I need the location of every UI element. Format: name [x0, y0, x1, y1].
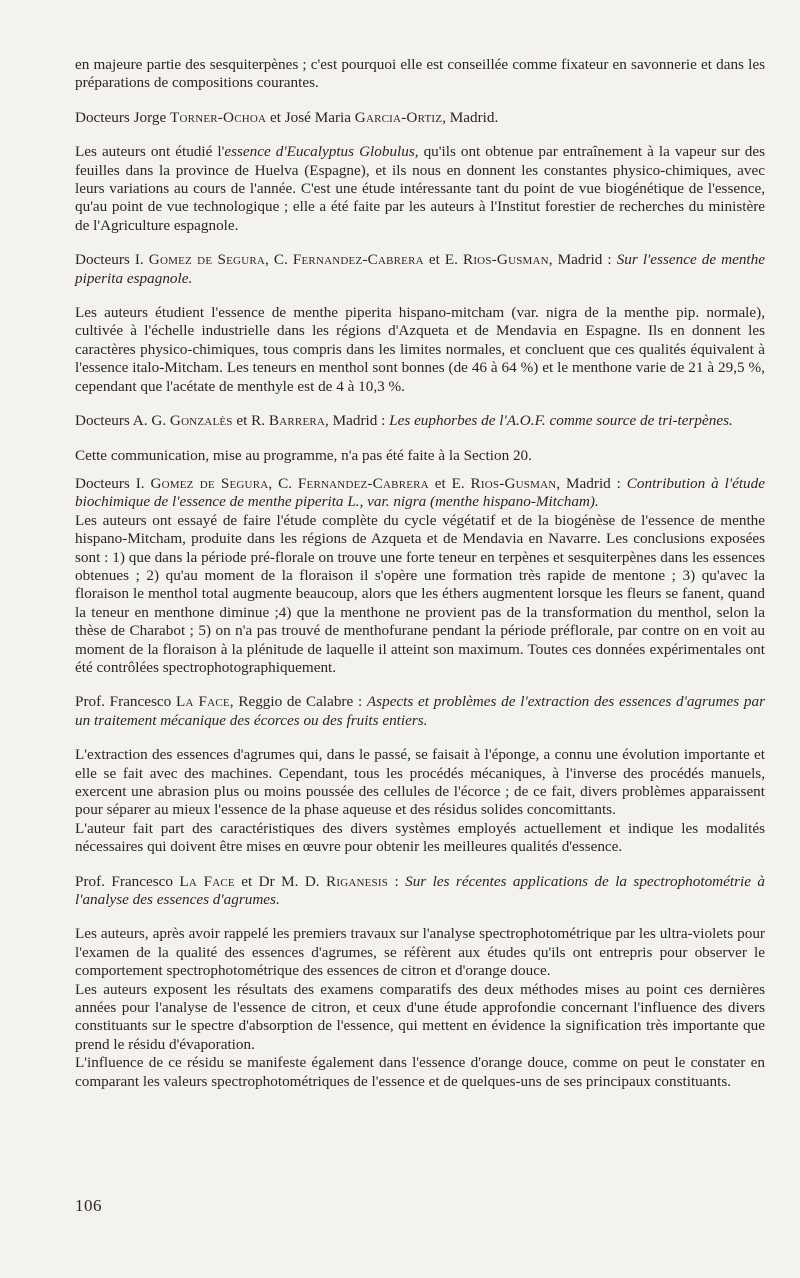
italic-text: essence d'Eucalyptus Globulus, — [224, 143, 419, 161]
heading-text: , Madrid : — [325, 412, 390, 430]
paragraph — [75, 143, 765, 235]
author-name: Fernandez-Cabrera — [292, 251, 424, 269]
author-name: Barrera — [268, 412, 326, 430]
author-name: La Face — [175, 693, 230, 711]
author-name: Rios-Gusman — [470, 474, 557, 492]
author-name: Gomez de Segura — [150, 474, 269, 492]
paragraph: Les auteurs étudient l'essence de menthe piperita hispano-mitcham (var. nigra de la menthe pip. normale), cultivée à l'échelle industrielle dans les régions d'Azqueta et de Mendavia en Espagne. Ils en donnent les caractères physico-chimiques, tous compris dans les limites normales, et concluent que ces qualités équivalent à l'essence italo-Mitcham. Les teneurs en menthol sont bonnes (de 46 à 64 %) et le menthone varie de 21 à 29,5 %, cependant que l'acétate de menthyle est de 4 à 10,3 %. — [75, 304, 765, 395]
heading-text: Docteurs I. — [75, 251, 149, 269]
heading-text: , Reggio de Calabre : — [229, 693, 367, 711]
heading-text: et R. — [232, 412, 269, 430]
paragraph: L'auteur fait part des caractéristiques des divers systèmes employés actuellement et indique les modalités nécessaires qui doivent être mises en œuvre pour obtenir les meilleures qualités d'essence. — [75, 819, 765, 856]
paragraph-text: qu'ils ont obtenue par entraînement à la vapeur sur des feuilles dans la province de Huelva (Espagne), et ils nous en donnent les constantes physico-chimiques, avec leurs variations au cours de l'année. C'est une étude intéressante tant du point de vue biogénétique de l'essence, qu'au point de vue technologique ; elle a été faite par les auteurs à l'Institut forestier de recherches du ministère de l'Agriculture espagnole. — [75, 143, 765, 234]
paragraph: Les auteurs exposent les résultats des examens comparatifs des deux méthodes mises au point ces dernières années pour l'analyse de l'essence de citron, et ceux d'une étude approfondie concernant l'influence des divers constituants sur le spectre d'absorption de l'essence, qui mettent en évidence la signification très importante que prend le résidu d'évaporation. — [75, 980, 765, 1053]
paragraph: en majeure partie des sesquiterpènes ; c'est pourquoi elle est conseillée comme fixateur en savonnerie et dans les préparations de compositions courantes. — [75, 56, 765, 92]
heading-text: Prof. Francesco — [75, 693, 176, 711]
communication-title: Les euphorbes de l'A.O.F. comme source de tri-terpènes. — [389, 412, 733, 430]
heading-text: , Madrid : — [548, 251, 617, 269]
author-name: La Face — [179, 872, 235, 890]
author-name: Torner-Ochoa — [170, 108, 267, 126]
author-name: Garcia-Ortiz — [354, 108, 443, 126]
author-name: Gomez de Segura — [148, 251, 266, 269]
heading-text: et E. — [423, 251, 463, 269]
communication-title: Contribution à l'étude biochimique de l'essence de menthe piperita L., var. nigra (menthe hispano-Mitcham). — [75, 474, 765, 511]
paragraph: Les auteurs, après avoir rappelé les premiers travaux sur l'analyse spectrophotométrique par les ultra-violets pour l'examen de la qualité des essences d'agrumes, se réfèrent aux études qu'ils ont entrepris pour observer le comportement spectrophotométrique des essences de citron et d'orange douce. — [75, 925, 765, 980]
heading-text: , Madrid. — [442, 108, 499, 126]
heading-text: , C. — [268, 474, 298, 492]
heading-text: Docteurs Jorge — [75, 108, 171, 126]
author-name: Riganesis — [326, 872, 389, 890]
heading-text: et José Maria — [266, 108, 355, 126]
author-name: Fernandez-Cabrera — [297, 474, 429, 492]
author-heading — [75, 412, 765, 430]
paragraph-text: Les auteurs ont étudié l' — [75, 143, 225, 161]
heading-text: , Madrid : — [556, 474, 627, 492]
author-name: Rios-Gusman — [462, 251, 549, 269]
paragraph: Les auteurs ont essayé de faire l'étude complète du cycle végétatif et de la biogénèse de l'essence de menthe hispano-Mitcham, produite dans les régions de Azqueta et de Mendavia en Navarre. Les conclusions exposées sont : 1) que dans la période pré-florale on trouve une forte teneur en terpènes et sesquiterpènes dans les essences obtenues ; 2) qu'au moment de la floraison il s'opère une formation très rapide de mentone ; 3) qu'avec la floraison le menthol total augmente beaucoup, alors que les éthers augmentent lorsque les fleurs se fanent, quand la teneur en menthone diminue ;4) que la menthone ne provient pas de la transformation du menthol, selon la thèse de Charabot ; 5) on n'a pas trouvé de menthofurane pendant la période préflorale, par contre on en voit au moment de la floraison à la plénitude de laquelle il atteint son maximum. Toutes ces données expérimentales ont été contrôlées spectrophotographiquement. — [75, 511, 765, 676]
page-number: 106 — [75, 1196, 102, 1215]
heading-text: Prof. Francesco — [75, 872, 180, 890]
heading-text: Docteurs A. G. — [75, 412, 170, 430]
author-heading — [75, 693, 765, 730]
heading-text: Docteurs I. — [75, 474, 151, 492]
author-heading — [75, 251, 765, 288]
heading-text: et Dr M. D. — [234, 872, 326, 890]
heading-text: , C. — [265, 251, 293, 269]
communication-title: Sur l'essence de menthe piperita espagnole. — [75, 251, 765, 287]
author-heading — [75, 873, 765, 910]
communication-title: Aspects et problèmes de l'extraction des essences d'agrumes par un traitement mécanique des écorces ou des fruits entiers. — [75, 693, 765, 729]
paragraph: L'influence de ce résidu se manifeste également dans l'essence d'orange douce, comme on peut le constater en comparant les valeurs spectrophotométriques de l'essence et de quelques-uns de ses principaux constituants. — [75, 1054, 765, 1090]
heading-text: : — [388, 872, 406, 890]
page-body — [75, 56, 765, 1091]
heading-text: et E. — [428, 474, 471, 492]
communication-title: Sur les récentes applications de la spectrophotométrie à l'analyse des essences d'agrumes. — [75, 872, 765, 909]
author-heading — [75, 475, 765, 512]
author-name: Gonzalès — [169, 412, 233, 430]
paragraph: Cette communication, mise au programme, n'a pas été faite à la Section 20. — [75, 446, 532, 464]
paragraph: L'extraction des essences d'agrumes qui, dans le passé, se faisait à l'éponge, a connu une évolution importante et elle se fait avec des machines. Cependant, tous les procédés mécaniques, à l'inverse des procédés manuels, exercent une abrasion plus ou moins poussée des cellules de l'écorce ; de ce fait, divers problèmes apparaissent pour séparer au mieux l'essence de la phase aqueuse et des résidus solides concomittants. — [75, 746, 765, 819]
author-heading — [75, 109, 765, 127]
